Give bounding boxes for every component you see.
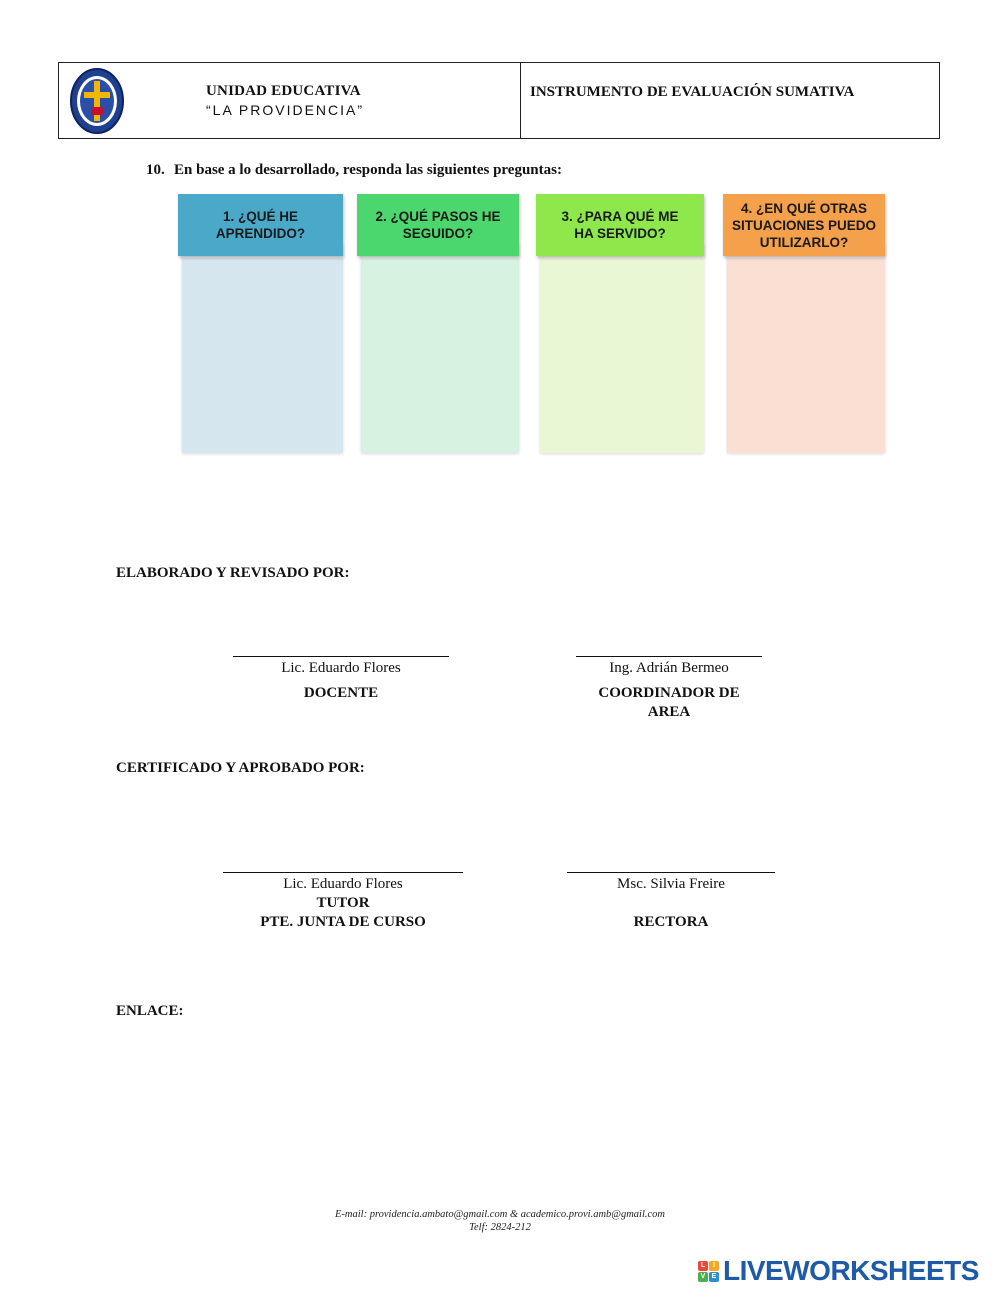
- logo-block: E: [709, 1272, 719, 1282]
- enlace-heading: ENLACE:: [116, 1003, 184, 1019]
- card-answer-area[interactable]: [182, 244, 343, 453]
- card-label: 3. ¿PARA QUÉ ME HA SERVIDO?: [536, 194, 704, 256]
- school-crest-icon: [69, 67, 125, 135]
- signer-role-cont: AREA: [647, 704, 691, 720]
- header-table: [58, 62, 940, 139]
- brand-wordmark: LIVEWORKSHEETS: [723, 1255, 979, 1286]
- footer-phone: Telf: 2824-212: [469, 1222, 531, 1233]
- reflection-cards: [178, 194, 888, 456]
- signature-tutor: [222, 872, 464, 932]
- signer-role: DOCENTE: [303, 685, 379, 701]
- signature-docente: [232, 656, 450, 703]
- footer: [0, 1208, 1000, 1234]
- instrument-title: INSTRUMENTO DE EVALUACIÓN SUMATIVA: [530, 84, 855, 100]
- card-answer-area[interactable]: [361, 244, 519, 453]
- logo-block: V: [698, 1272, 708, 1282]
- liveworksheets-logo: [698, 1255, 979, 1287]
- signer-name: Msc. Silvia Freire: [617, 876, 725, 892]
- card-servido: [536, 194, 704, 453]
- signer-role-cont: PTE. JUNTA DE CURSO: [260, 914, 426, 930]
- header-left-cell: [59, 63, 521, 138]
- elaborado-heading: ELABORADO Y REVISADO POR:: [116, 565, 350, 581]
- signer-role: COORDINADOR DE: [598, 685, 740, 701]
- signature-line: [223, 872, 463, 873]
- card-aprendido: [178, 194, 343, 453]
- certificado-heading: CERTIFICADO Y APROBADO POR:: [116, 760, 365, 776]
- signature-rectora: [566, 872, 776, 932]
- school-subtitle: “LA PROVIDENCIA”: [206, 102, 365, 118]
- signer-role: TUTOR: [316, 895, 370, 911]
- school-name: UNIDAD EDUCATIVA: [206, 83, 361, 99]
- question-number: 10.: [146, 162, 165, 178]
- card-pasos: [357, 194, 519, 453]
- signer-role: RECTORA: [633, 914, 709, 930]
- signature-line: [567, 872, 775, 873]
- signer-name: Lic. Eduardo Flores: [283, 876, 403, 892]
- question-text: En base a lo desarrollado, responda las siguientes preguntas:: [174, 162, 562, 178]
- card-answer-area[interactable]: [727, 244, 885, 453]
- signer-name: Lic. Eduardo Flores: [281, 660, 401, 676]
- signer-name: Ing. Adrián Bermeo: [609, 660, 729, 676]
- card-situaciones: [723, 194, 885, 453]
- card-answer-area[interactable]: [540, 244, 704, 453]
- signature-coordinador: [574, 656, 764, 722]
- liveworksheets-blocks-icon: [698, 1261, 719, 1282]
- signature-line: [233, 656, 449, 657]
- card-label: 2. ¿QUÉ PASOS HE SEGUIDO?: [357, 194, 519, 256]
- card-label: 4. ¿EN QUÉ OTRAS SITUACIONES PUEDO UTILIZARLO?: [723, 194, 885, 256]
- signature-line: [576, 656, 762, 657]
- logo-block: I: [709, 1261, 719, 1271]
- footer-email: E-mail: providencia.ambato@gmail.com & academico.provi.amb@gmail.com: [335, 1209, 665, 1220]
- header-right-cell: [521, 63, 939, 138]
- card-label: 1. ¿QUÉ HE APRENDIDO?: [178, 194, 343, 256]
- logo-block: L: [698, 1261, 708, 1271]
- question-prompt: [146, 162, 562, 179]
